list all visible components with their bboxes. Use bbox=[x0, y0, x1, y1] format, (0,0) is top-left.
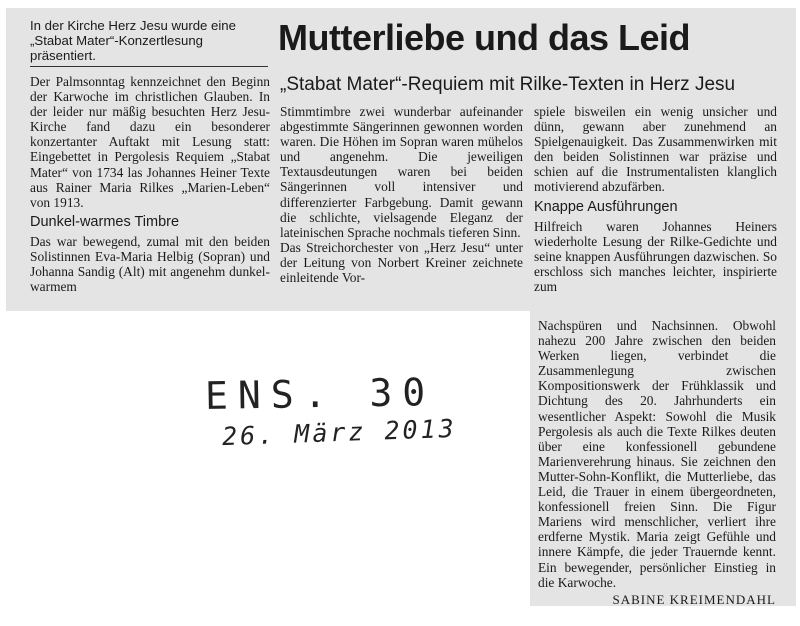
article-column-continuation bbox=[538, 318, 776, 607]
paragraph: Das war bewegend, zumal mit den beiden Solistinnen Eva-Maria Helbig (Sopran) und Johanna Sandig (Alt) mit angenehm dunkel-warmem bbox=[30, 233, 270, 295]
paragraph: Der Palmsonntag kennzeichnet den Beginn der Karwoche im christlichen Glauben. In der leider nur mäßig besuchten Herz Jesu-Kirche fand dazu ein besonderer konzertanter Auftakt mit Lesung statt: Eingebettet in Pergolesis Requiem „Stabat Mater“ von 1734 las Johannes Heiner Texte aus Rainer Maria Rilkes „Marien-Leben“ von 1913. bbox=[30, 74, 270, 210]
teaser-divider bbox=[30, 66, 268, 67]
paragraph: Hilfreich waren Johannes Heiners wiederholte Lesung der Rilke-Gedichte und seine knappen Ausführungen dazwischen. So erschloss sich manches leichter, inspirierte zum bbox=[534, 218, 777, 294]
paragraph: Nachspüren und Nachsinnen. Obwohl nahezu 200 Jahre zwischen den beiden Werken liegen, verbindet die Zusammenlegung zwischen Kompositionswerk der Frühklassik und Dichtung des 20. Jahrhunderts ein wesentlicher Aspekt: Sowohl die Musik Pergolesis als auch die Texte Rilkes deuten über eine konfessionell gebundene Marienverehrung hinaus. Sie zeichnen den Mutter-Sohn-Konflikt, die Mutterliebe, das Leid, die Trauer in einem übergeordneten, konfessionell freien Sinn. Die Figur Mariens wird menschlicher, verliert ihre erdferne Mystik. Maria zeigt Gefühle und innere Kämpfe, die jeder Trauernde kennt. Ein bewegender, persönlicher Einstieg in die Karwoche. bbox=[538, 318, 776, 590]
handwritten-date-note: 26. März 2013 bbox=[221, 413, 458, 452]
subheading: Knappe Ausführungen bbox=[534, 198, 678, 215]
article-headline: Mutterliebe und das Leid bbox=[278, 17, 691, 58]
paragraph: spiele bisweilen ein wenig unsicher und dünn, gewann aber zunehmend an Spielgenauigkeit. Das Zusammenwirken mit den beiden Solistinnen war präzise und schien auf die Instrumentalisten klanglich motivierend abzufärben. bbox=[534, 104, 777, 195]
article-column-2 bbox=[280, 104, 523, 285]
article-column-3 bbox=[534, 104, 777, 294]
subheading: Dunkel-warmes Timbre bbox=[30, 213, 180, 230]
handwritten-source-note: ENS. 30 bbox=[204, 369, 436, 419]
article-teaser: In der Kirche Herz Jesu wurde eine „Stabat Mater“-Konzertlesung präsentiert. bbox=[30, 18, 236, 63]
article-column-1 bbox=[30, 74, 270, 294]
paragraph: Das Streichorchester von „Herz Jesu“ unter der Leitung von Norbert Kreiner zeichnete einleitende Vor- bbox=[280, 239, 523, 286]
article-subheadline: „Stabat Mater“-Requiem mit Rilke-Texten in Herz Jesu bbox=[280, 74, 736, 95]
author-byline: SABINE KREIMENDAHL bbox=[612, 591, 776, 607]
paragraph: Stimmtimbre zwei wunderbar aufeinander abgestimmte Sängerinnen gewonnen worden waren. Die Höhen im Sopran waren mühelos und angenehm. Die jeweiligen Textausdeutungen waren bei beiden Sängerinnen voll intensiver und differenzierter Farbgebung. Damit gewann die schlichte, vielsagende Eleganz der lateinischen Sprache nochmals tieferen Sinn. bbox=[280, 104, 523, 240]
